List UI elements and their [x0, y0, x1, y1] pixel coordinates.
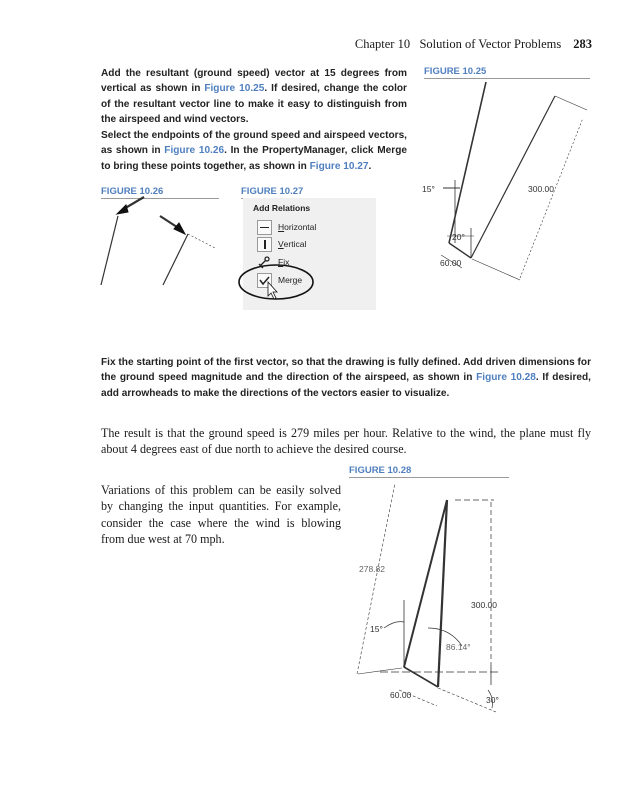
fig25-wind-dim: 60.00 [440, 258, 462, 268]
chapter-label: Chapter 10 [354, 37, 411, 51]
fig28-angle-15: 15° [370, 624, 383, 634]
figure-ref-10-26[interactable]: Figure 10.26 [164, 145, 225, 157]
result-paragraph: The result is that the ground speed is 279 miles per hour. Relative to the wind, the plane must fly about 4 degrees east of due north to achieve the desired course. [101, 426, 591, 457]
para2-text-b: . In the PropertyManager, click Merge to bring these points together, as shown in [101, 145, 407, 172]
para3-text-b: . If desired, add arrowheads to make the directions of the vectors easier to visualize. [101, 372, 591, 399]
para1-text-a: Add the resultant (ground speed) vector at 15 degrees from vertical as shown in [101, 68, 407, 95]
para3-text-a: Fix the starting point of the first vector, so that the drawing is fully defined. Add driven dimensions for the ground speed magnitude and the direction of the airspeed, as shown in [101, 357, 591, 384]
fig28-angle-86: 86.14° [446, 642, 471, 652]
horizontal-label: orizontal [284, 222, 317, 232]
merge-label: e [297, 275, 303, 285]
fig28-wind-dim: 60.00 [390, 690, 412, 700]
figure-10-28-label: FIGURE 10.28 [349, 465, 509, 478]
para2-text-c: . [368, 160, 372, 172]
figure-10-26-label: FIGURE 10.26 [101, 186, 219, 199]
relation-vertical[interactable]: V ertical [257, 236, 306, 252]
fig25-angle-bottom: 20° [452, 232, 465, 242]
fix-label: ix [283, 257, 290, 267]
variations-paragraph: Variations of this problem can be easily solved by changing the input quantities. For example, consider the case where the wind is blowing from due west at 70 mph. [101, 483, 341, 546]
relation-fix[interactable]: F ix [257, 254, 289, 270]
figure-ref-10-27[interactable]: Figure 10.27 [309, 160, 369, 172]
relation-merge[interactable]: Mer g e [257, 272, 302, 288]
figure-10-25-label: FIGURE 10.25 [424, 66, 590, 79]
page-number: 283 [573, 37, 592, 51]
fig25-angle-top: 15° [422, 184, 435, 194]
fig28-length-dim: 300.00 [471, 600, 497, 610]
figure-ref-10-28[interactable]: Figure 10.28 [476, 372, 536, 384]
figure-ref-10-25[interactable]: Figure 10.25 [204, 83, 265, 95]
chapter-title: Solution of Vector Problems [419, 37, 562, 51]
fig28-resultant-dim: 278.82 [359, 564, 385, 574]
fig28-wind-vector [404, 667, 438, 687]
fig25-length-dim: 300.00 [528, 184, 554, 194]
add-relations-title: Add Relations [253, 203, 311, 213]
vertical-label: ertical [283, 239, 307, 249]
fig28-angle-30: 30° [486, 695, 499, 705]
para1-text-b: . If desired, change the color of the resultant vector line to make it easy to distinguish from the airspeed and wind vectors. [101, 83, 407, 126]
para2-text-a: Select the endpoints of the ground speed and airspeed vectors, as shown in [101, 130, 407, 157]
figure-10-27-label: FIGURE 10.27 [241, 186, 376, 199]
relation-horizontal[interactable]: H orizontal [257, 219, 316, 235]
